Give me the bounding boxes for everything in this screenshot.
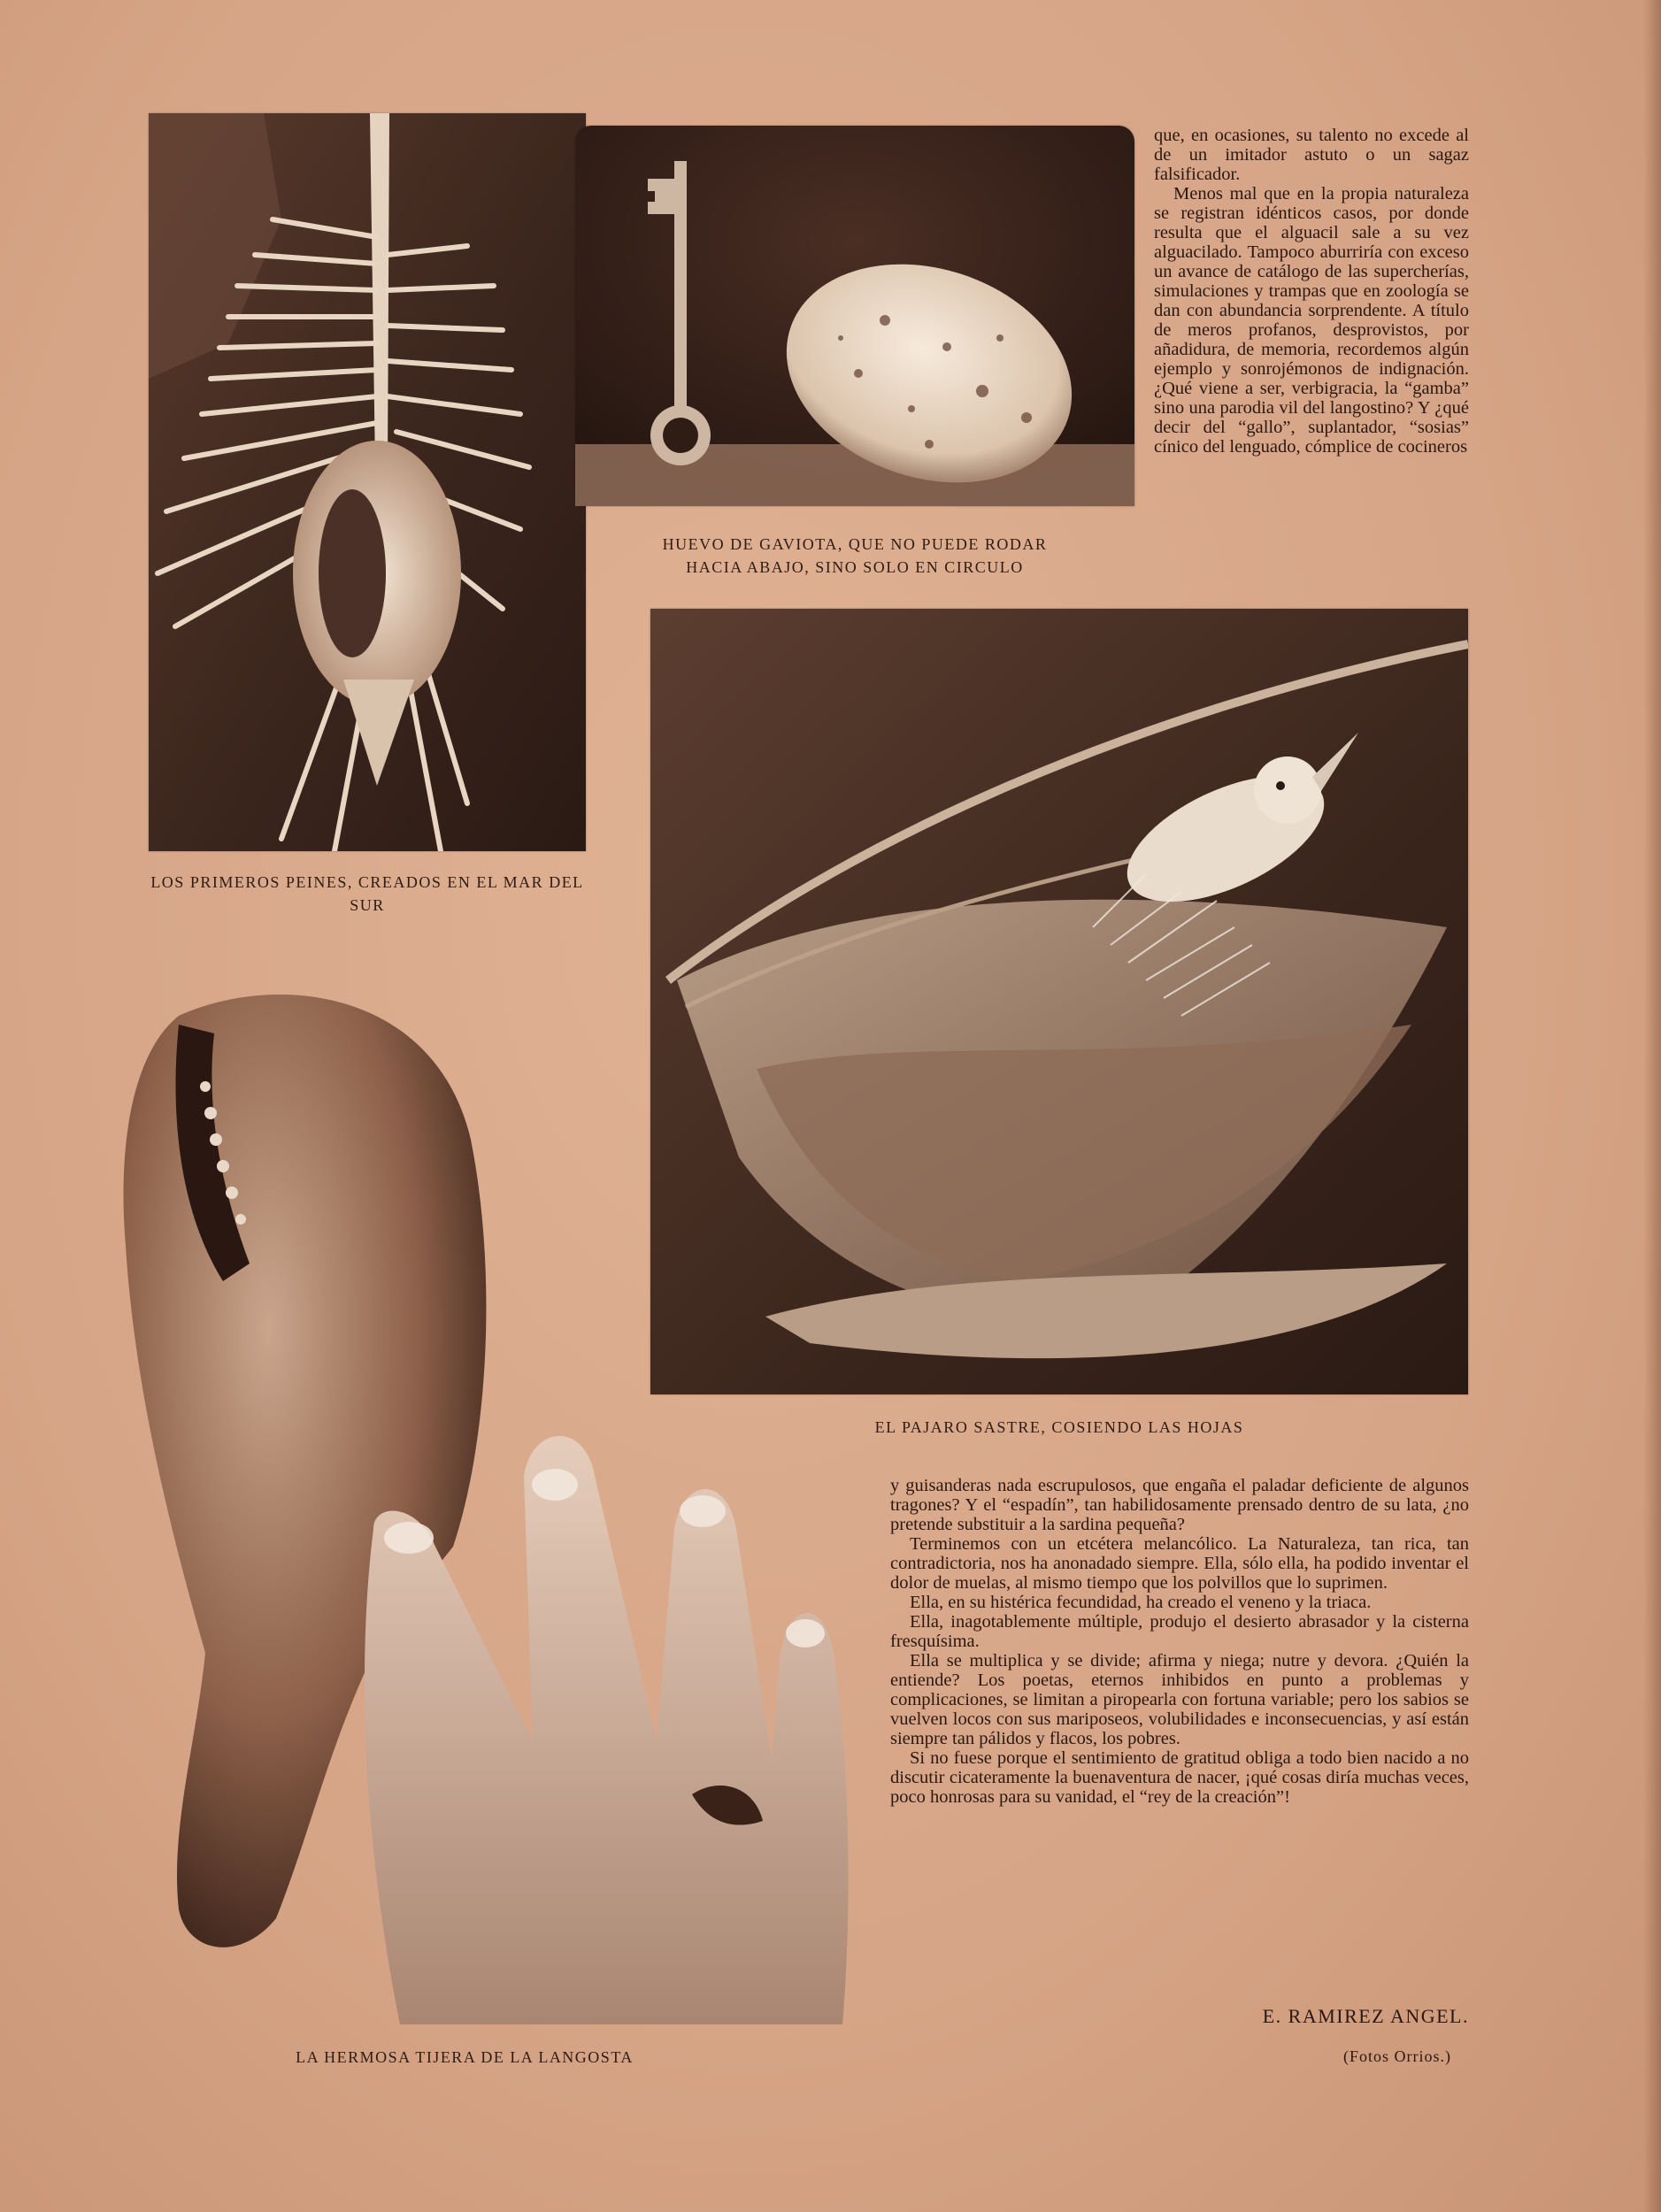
paragraph: Menos mal que en la propia naturaleza se registran idénticos casos, por donde resulta que el alguacil sale a su vez alguacilado. Tampoco aburriría con exceso un avance de catálogo de las supercherías, simulaciones y trampas que en zoología se dan con abundancia sorprendente. A título de meros profanos, desprovistos, por añadidura, de memoria, recordemos algún ejemplo y sonrojémonos de indignación. ¿Qué viene a ser, verbigracia, la “gamba” sino una parodia vil del langostino? Y ¿qué decir del “gallo”, suplantador, “sosias” cínico del lenguado, cómplice de cocineros xyxy=(1154,184,1469,457)
page-edge xyxy=(1643,0,1661,2212)
lobster-claw-caption: LA HERMOSA TIJERA DE LA LANGOSTA xyxy=(296,2048,634,2066)
tailor-bird-caption: EL PAJARO SASTRE, COSIENDO LAS HOJAS xyxy=(874,1418,1244,1436)
paragraph: Ella, inagotablemente múltiple, produjo el desierto abrasador y la cisterna fresquísima. xyxy=(890,1612,1469,1651)
egg-caption-line-1: HUEVO DE GAVIOTA, QUE NO PUEDE RODAR xyxy=(662,535,1048,553)
shell-caption: LOS PRIMEROS PEINES, CREADOS EN EL MAR DEL SUR xyxy=(150,873,584,914)
egg-photo xyxy=(575,126,1134,506)
egg-caption-line-2: HACIA ABAJO, SINO SOLO EN CIRCULO xyxy=(686,558,1024,576)
paragraph: que, en ocasiones, su talento no excede al de un imitador astuto o un sagaz falsificador. xyxy=(1154,126,1469,184)
paragraph: Terminemos con un etcétera melancólico. La Naturaleza, tan rica, tan contradictoria, nos ha anonadado siempre. Ella, sólo ella, ha podido inventar el dolor de muelas, al mismo tiempo que los polvillos que lo suprimen. xyxy=(890,1534,1469,1593)
paragraph: Ella se multiplica y se divide; afirma y niega; nutre y devora. ¿Quién la entiende? Los poetas, eternos inhibidos en punto a problemas y complicaciones, se limitan a piropearla con fortuna variable; pero los sabios se vuelven locos con sus mariposeos, volubilidades e inconsecuencias, y así están siempre tan pálidos y flacos, los pobres. xyxy=(890,1651,1469,1748)
photo-credit: (Fotos Orrios.) xyxy=(1343,2047,1451,2065)
paragraph: Ella, en su histérica fecundidad, ha creado el veneno y la triaca. xyxy=(910,1593,1372,1612)
shell-photo xyxy=(149,113,586,851)
article-column-bottom xyxy=(890,1476,1469,1807)
author-byline: E. RAMIREZ ANGEL. xyxy=(1262,2005,1469,2027)
paragraph: y guisanderas nada escrupulosos, que engaña el paladar deficiente de algunos tragones? Y el “espadín”, tan habilidosamente prensado dentro de su lata, ¿no pretende substituir a la sardina pequeña? xyxy=(890,1476,1469,1534)
article-column-top xyxy=(1154,126,1469,457)
lobster-claw-photo xyxy=(117,980,851,2024)
paragraph: Si no fuese porque el sentimiento de gratitud obliga a todo bien nacido a no discutir cicateramente la buenaventura de nacer, ¡qué cosas diría muchas veces, poco honrosas para su vanidad, el “rey de la creación”! xyxy=(890,1748,1469,1807)
